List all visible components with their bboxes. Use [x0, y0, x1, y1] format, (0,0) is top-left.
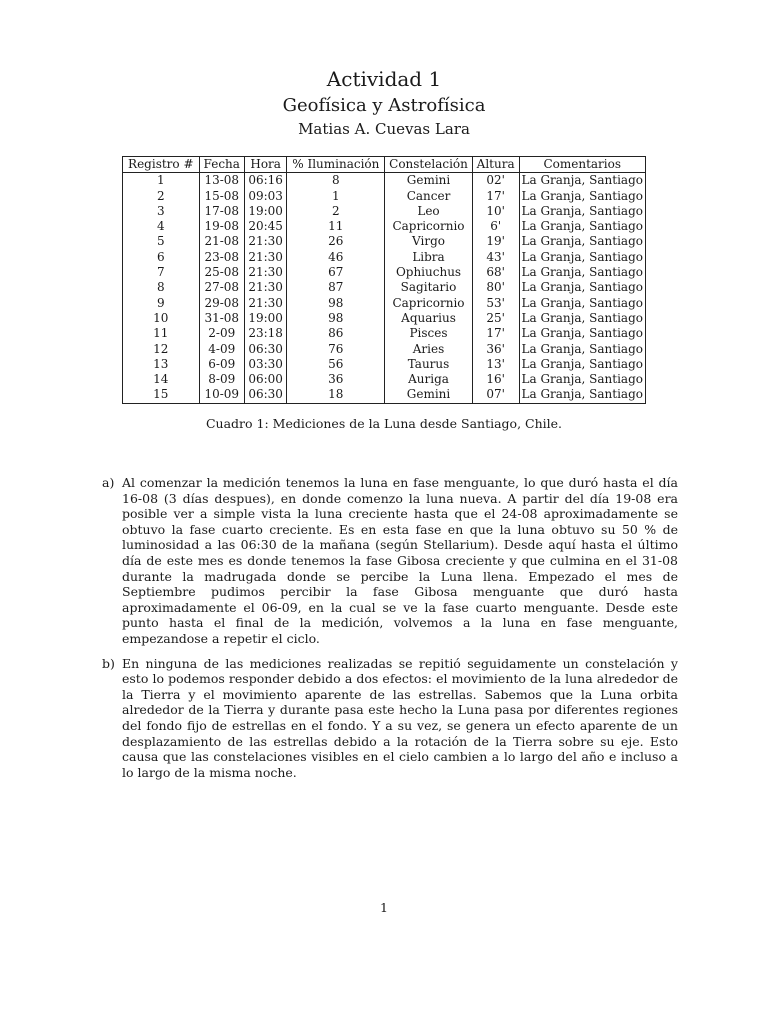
table-cell: 26 [287, 234, 385, 249]
page-number: 1 [380, 900, 388, 915]
table-cell: Aries [385, 342, 473, 357]
table-cell: 7 [123, 265, 200, 280]
table-cell: 86 [287, 326, 385, 341]
table-cell: 03:30 [244, 357, 286, 372]
answer-item-b [102, 656, 678, 781]
table-cell: 76 [287, 342, 385, 357]
table-cell: 06:16 [244, 173, 286, 189]
table-cell: 09:03 [244, 189, 286, 204]
table-cell: La Granja, Santiago [519, 234, 645, 249]
table-cell: Gemini [385, 387, 473, 403]
table-cell: 1 [123, 173, 200, 189]
table-cell: 10' [472, 204, 519, 219]
table-cell: 10-09 [199, 387, 244, 403]
table-row [123, 173, 646, 189]
table-cell: Capricornio [385, 219, 473, 234]
table-cell: 56 [287, 357, 385, 372]
table-row [123, 250, 646, 265]
table-cell: 1 [287, 189, 385, 204]
table-cell: La Granja, Santiago [519, 265, 645, 280]
table-cell: 4-09 [199, 342, 244, 357]
table-cell: 19' [472, 234, 519, 249]
table-cell: La Granja, Santiago [519, 342, 645, 357]
table-cell: 12 [123, 342, 200, 357]
table-cell: 06:30 [244, 342, 286, 357]
table-cell: 80' [472, 280, 519, 295]
table-cell: La Granja, Santiago [519, 219, 645, 234]
column-header: Fecha [199, 157, 244, 173]
table-cell: 06:00 [244, 372, 286, 387]
item-text: En ninguna de las mediciones realizadas se repitió seguidamente un constelación y esto lo podemos responder debido a dos efectos: el movimiento de la luna alrededor de la Tierra y el movimiento aparente de las estrellas. Sabemos que la Luna orbita alrededor de la Tierra y durante pasa este hecho la Luna pasa por diferentes regiones del fondo fijo de estrellas en el fondo. Y a su vez, se genera un efecto aparente de un desplazamiento de las estrellas debido a la rotación de la Tierra sobre su eje. Esto causa que las constelaciones visibles en el cielo cambien a lo largo del año e incluso a lo largo de la misma noche. [122, 655, 678, 780]
table-row [123, 342, 646, 357]
table-cell: 8 [123, 280, 200, 295]
table-cell: 19-08 [199, 219, 244, 234]
table-cell: 87 [287, 280, 385, 295]
table-cell: La Granja, Santiago [519, 326, 645, 341]
table-cell: Taurus [385, 357, 473, 372]
table-cell: 07' [472, 387, 519, 403]
table-cell: Libra [385, 250, 473, 265]
table-cell: 13' [472, 357, 519, 372]
table-cell: 6-09 [199, 357, 244, 372]
table-row [123, 189, 646, 204]
answer-item-a [102, 475, 678, 647]
table-row [123, 326, 646, 341]
table-cell: 17' [472, 189, 519, 204]
table-cell: Capricornio [385, 296, 473, 311]
table-cell: 13 [123, 357, 200, 372]
table-row [123, 280, 646, 295]
table-cell: 3 [123, 204, 200, 219]
table-cell: 21:30 [244, 265, 286, 280]
table-cell: 68' [472, 265, 519, 280]
table-cell: Sagitario [385, 280, 473, 295]
table-cell: Leo [385, 204, 473, 219]
table-cell: 2 [287, 204, 385, 219]
column-header: Altura [472, 157, 519, 173]
table-cell: 2 [123, 189, 200, 204]
table-cell: 17-08 [199, 204, 244, 219]
table-row [123, 372, 646, 387]
column-header: Hora [244, 157, 286, 173]
table-row [123, 311, 646, 326]
table-cell: 36 [287, 372, 385, 387]
table-cell: 36' [472, 342, 519, 357]
table-cell: Cancer [385, 189, 473, 204]
table-cell: 16' [472, 372, 519, 387]
table-cell: 13-08 [199, 173, 244, 189]
table-cell: 43' [472, 250, 519, 265]
table-cell: La Granja, Santiago [519, 280, 645, 295]
table-cell: 19:00 [244, 311, 286, 326]
table-cell: Pisces [385, 326, 473, 341]
table-cell: 20:45 [244, 219, 286, 234]
answer-list [102, 475, 678, 789]
table-cell: 25-08 [199, 265, 244, 280]
table-cell: 15-08 [199, 189, 244, 204]
table-cell: 9 [123, 296, 200, 311]
table-cell: 19:00 [244, 204, 286, 219]
table-cell: 21:30 [244, 296, 286, 311]
table-cell: Aquarius [385, 311, 473, 326]
table-cell: 10 [123, 311, 200, 326]
document-title: Actividad 1 [326, 67, 442, 91]
table-cell: 21:30 [244, 234, 286, 249]
table-cell: 4 [123, 219, 200, 234]
table-cell: 6 [123, 250, 200, 265]
table-cell: La Granja, Santiago [519, 250, 645, 265]
table-cell: La Granja, Santiago [519, 357, 645, 372]
table-cell: 8-09 [199, 372, 244, 387]
moon-measurements-table [122, 156, 646, 404]
table-cell: 21:30 [244, 250, 286, 265]
table-cell: 29-08 [199, 296, 244, 311]
table-cell: 98 [287, 311, 385, 326]
table-cell: La Granja, Santiago [519, 387, 645, 403]
table-cell: 98 [287, 296, 385, 311]
table-row [123, 234, 646, 249]
table-cell: 6' [472, 219, 519, 234]
table-cell: La Granja, Santiago [519, 204, 645, 219]
table-cell: 17' [472, 326, 519, 341]
author-name: Matias A. Cuevas Lara [298, 120, 470, 138]
table-cell: 23-08 [199, 250, 244, 265]
table-cell: Ophiuchus [385, 265, 473, 280]
table-cell: La Granja, Santiago [519, 311, 645, 326]
table-cell: 15 [123, 387, 200, 403]
item-text: Al comenzar la medición tenemos la luna en fase menguante, lo que duró hasta el día 16-08 (3 días despues), en donde comenzo la luna nueva. A partir del día 19-08 era posible ver a simple vista la luna creciente hasta que el 24-08 aproximadamente se obtuvo la fase cuarto creciente. Es en esta fase en que la luna obtuvo su 50 % de luminosidad a las 06:30 de la mañana (según Stellarium). Desde aquí hasta el último día de este mes es donde tenemos la fase Gibosa creciente y que culmina en el 31-08 durante la madrugada donde se percibe la Luna llena. Empezado el mes de Septiembre pudimos percibir la fase Gibosa menguante que duró hasta aproximadamente el 06-09, en la cual se ve la fase cuarto menguante. Desde este punto hasta el final de la medición, volvemos a la luna en fase menguante, empezandose a repetir el ciclo. [122, 475, 678, 646]
table-cell: La Granja, Santiago [519, 189, 645, 204]
table-cell: 46 [287, 250, 385, 265]
table-cell: Auriga [385, 372, 473, 387]
table-row [123, 357, 646, 372]
table-cell: Gemini [385, 173, 473, 189]
table-cell: 11 [287, 219, 385, 234]
table-cell: La Granja, Santiago [519, 173, 645, 189]
table-cell: 2-09 [199, 326, 244, 341]
table-row [123, 265, 646, 280]
table-cell: 06:30 [244, 387, 286, 403]
table-cell: 27-08 [199, 280, 244, 295]
table-cell: 5 [123, 234, 200, 249]
column-header: Comentarios [519, 157, 645, 173]
table-cell: La Granja, Santiago [519, 372, 645, 387]
item-label: b) [102, 655, 115, 671]
table-cell: 67 [287, 265, 385, 280]
column-header: % Iluminación [287, 157, 385, 173]
table-cell: 18 [287, 387, 385, 403]
table-body [123, 173, 646, 403]
table-cell: 14 [123, 372, 200, 387]
table-cell: 8 [287, 173, 385, 189]
table-row [123, 219, 646, 234]
table-cell: 11 [123, 326, 200, 341]
table-cell: 02' [472, 173, 519, 189]
table-cell: 31-08 [199, 311, 244, 326]
column-header: Registro # [123, 157, 200, 173]
table-caption: Cuadro 1: Mediciones de la Luna desde Santiago, Chile. [205, 416, 563, 431]
table-cell: 21:30 [244, 280, 286, 295]
table-row [123, 204, 646, 219]
table-cell: La Granja, Santiago [519, 296, 645, 311]
table-cell: 53' [472, 296, 519, 311]
column-header: Constelación [385, 157, 473, 173]
table-header-row [123, 157, 646, 173]
table-row [123, 296, 646, 311]
table-cell: Virgo [385, 234, 473, 249]
document-subtitle: Geofísica y Astrofísica [282, 95, 486, 116]
table-cell: 25' [472, 311, 519, 326]
table-cell: 23:18 [244, 326, 286, 341]
table-row [123, 387, 646, 403]
title-block [0, 66, 768, 139]
table-cell: 21-08 [199, 234, 244, 249]
item-label: a) [102, 475, 115, 490]
